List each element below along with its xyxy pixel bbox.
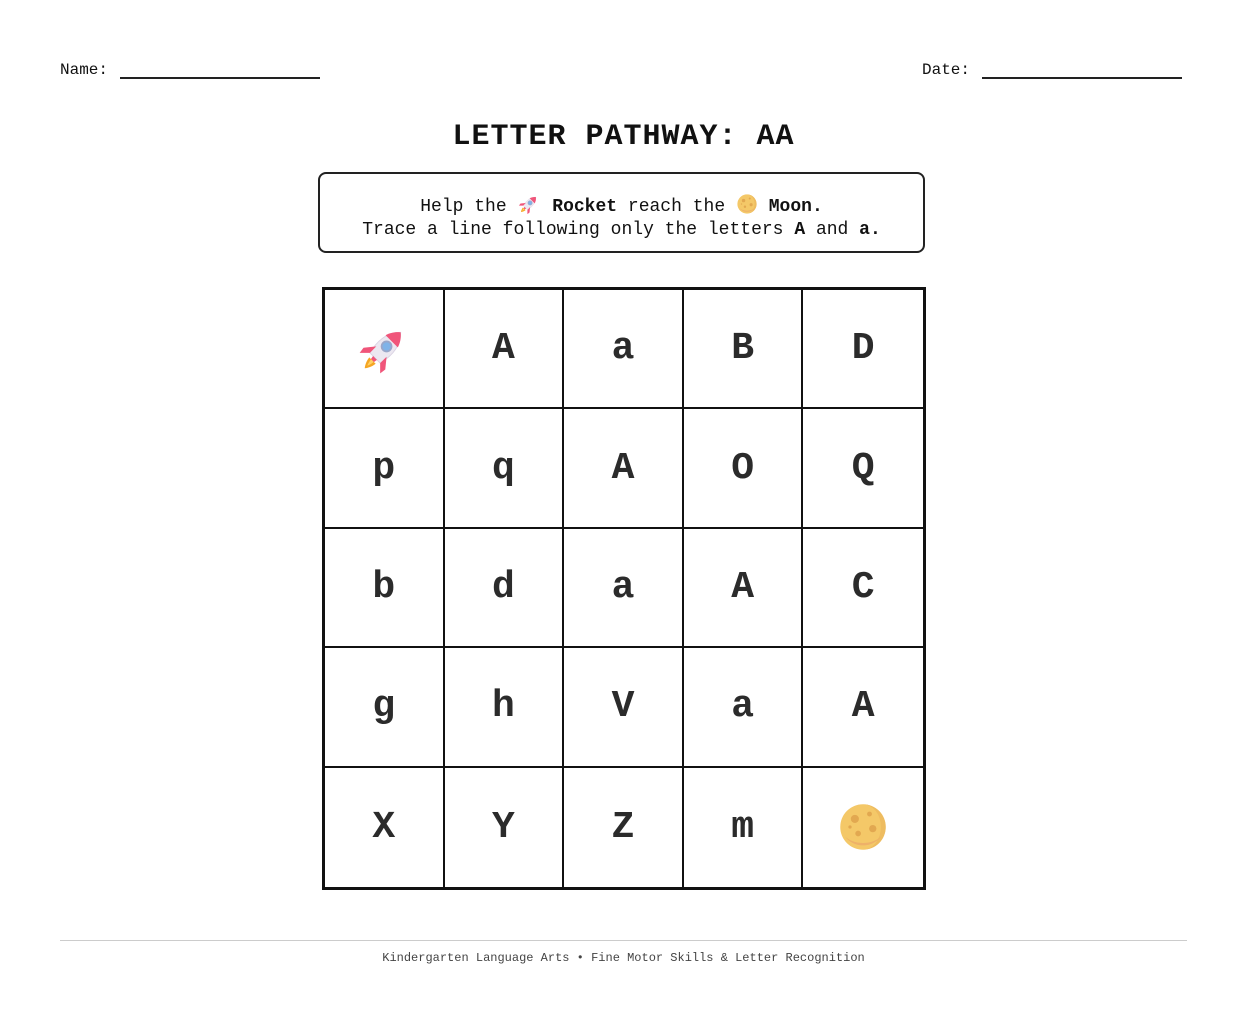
worksheet-title: LETTER PATHWAY: AA	[452, 120, 795, 154]
cell-letter: X	[372, 805, 396, 849]
cell-letter: A	[731, 565, 754, 609]
rocket-icon	[517, 192, 541, 216]
maze-cell[interactable]	[564, 529, 684, 648]
footer-text: Kindergarten Language Arts • Fine Motor Skills & Letter Recognition	[382, 951, 865, 965]
maze-cell[interactable]	[445, 768, 565, 887]
maze-cell[interactable]	[803, 409, 923, 528]
instructions-box	[318, 172, 925, 253]
start-cell[interactable]	[325, 290, 445, 409]
maze-cell[interactable]	[445, 290, 565, 409]
instructions-text: Help the	[420, 196, 507, 217]
cell-letter: m	[731, 805, 754, 849]
instructions-line-1	[320, 194, 923, 219]
target-letter-upper: A	[794, 219, 806, 240]
cell-letter: Q	[851, 446, 875, 490]
cell-letter: O	[731, 446, 754, 490]
target-letter-lower: a.	[859, 219, 881, 240]
cell-letter: Z	[611, 805, 635, 849]
start-name: Rocket	[552, 196, 618, 217]
goal-name: Moon.	[768, 196, 823, 217]
cell-letter: g	[372, 685, 396, 729]
cell-letter: B	[731, 327, 754, 371]
maze-cell[interactable]	[684, 529, 804, 648]
cell-letter: d	[491, 565, 515, 609]
name-label: Name:	[60, 61, 109, 79]
letter-maze-grid	[322, 287, 926, 890]
cell-letter: A	[851, 685, 875, 729]
cell-letter: a	[611, 565, 635, 609]
maze-cell[interactable]	[684, 290, 804, 409]
cell-letter: q	[491, 446, 515, 490]
maze-cell[interactable]	[445, 529, 565, 648]
cell-letter: D	[851, 327, 875, 371]
date-field[interactable]	[922, 61, 1182, 79]
date-line[interactable]	[982, 66, 1182, 79]
maze-cell[interactable]	[564, 648, 684, 767]
maze-cell[interactable]	[564, 768, 684, 887]
moon-icon	[736, 193, 758, 215]
maze-cell[interactable]	[325, 409, 445, 528]
maze-cell[interactable]	[684, 409, 804, 528]
cell-letter: Y	[491, 805, 515, 849]
instructions-text: reach the	[627, 196, 726, 217]
maze-cell[interactable]	[564, 409, 684, 528]
maze-cell[interactable]	[325, 768, 445, 887]
cell-letter: p	[372, 446, 396, 490]
cell-letter: C	[851, 565, 875, 609]
goal-cell[interactable]	[803, 768, 923, 887]
cell-letter: b	[372, 565, 396, 609]
cell-letter: h	[491, 685, 515, 729]
maze-cell[interactable]	[684, 648, 804, 767]
maze-cell[interactable]	[445, 409, 565, 528]
name-field[interactable]	[60, 61, 320, 79]
cell-letter: V	[611, 685, 635, 729]
maze-cell[interactable]	[564, 290, 684, 409]
maze-cell[interactable]	[325, 648, 445, 767]
maze-cell[interactable]	[325, 529, 445, 648]
cell-letter: A	[491, 327, 515, 371]
instructions-text: and	[815, 219, 849, 240]
instructions-line-2	[320, 219, 923, 242]
maze-cell[interactable]	[684, 768, 804, 887]
cell-letter: a	[611, 327, 635, 371]
cell-letter: a	[731, 685, 754, 729]
maze-cell[interactable]	[803, 529, 923, 648]
maze-cell[interactable]	[803, 648, 923, 767]
moon-icon	[837, 801, 889, 853]
maze-cell[interactable]	[803, 290, 923, 409]
name-line[interactable]	[120, 66, 320, 79]
rocket-icon	[355, 320, 413, 378]
maze-cell[interactable]	[445, 648, 565, 767]
footer-divider	[60, 940, 1187, 941]
instructions-text: Trace a line following only the letters	[362, 219, 784, 240]
cell-letter: A	[611, 446, 635, 490]
date-label: Date:	[922, 61, 971, 79]
